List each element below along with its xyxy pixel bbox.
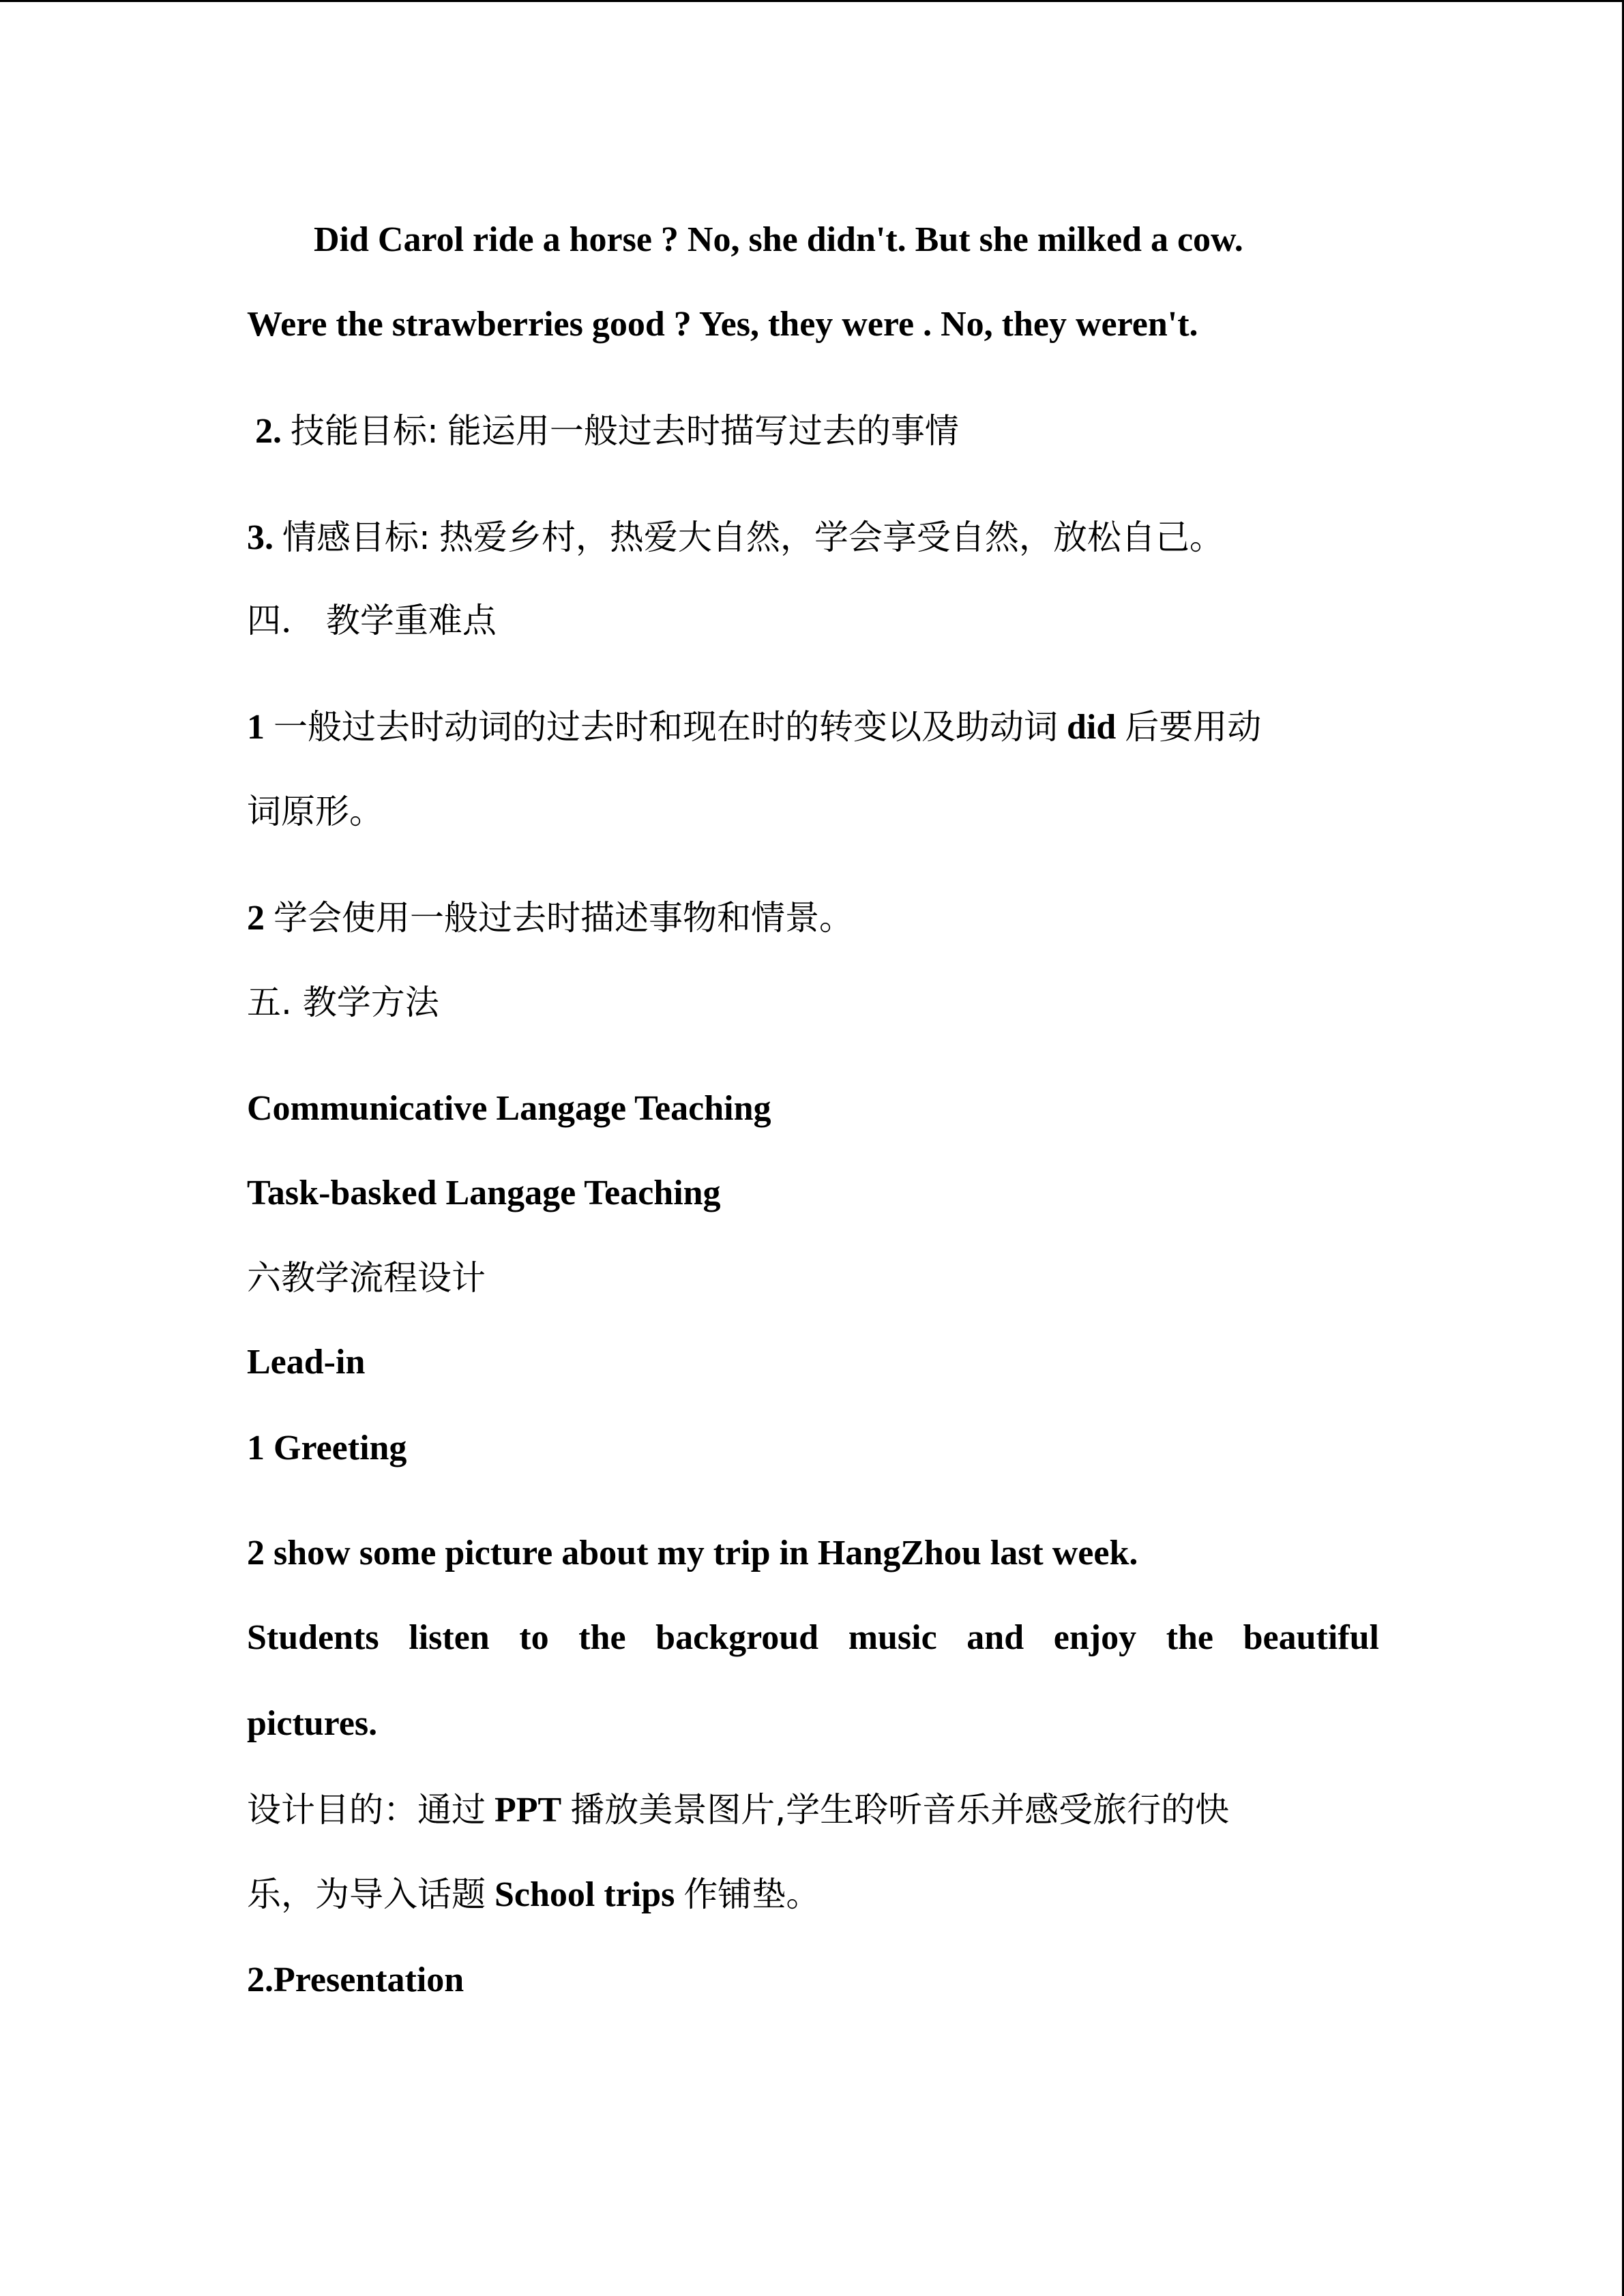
skill-objective-text: 能运用一般过去时描写过去的事情 (447, 411, 959, 451)
design-purpose-text-d: 作铺垫。 (683, 1875, 821, 1914)
emotion-objective-text: 热爱乡村，热爱大自然，学会享受自然，放松自己。 (439, 518, 1224, 557)
key-point-2 (247, 896, 853, 940)
section-heading-key-points: 四． 教学重难点 (247, 601, 497, 640)
students-listen-continued: pictures. (247, 1704, 378, 1743)
step-greeting: 1 Greeting (247, 1429, 407, 1467)
page-border-top (0, 0, 1624, 2)
example-sentence-2: Were the strawberries good ? Yes, they were . No, they weren't. (247, 305, 1198, 344)
design-purpose-text-c: 乐，为导入话题 (247, 1875, 486, 1914)
key-point-1-number: 1 (247, 708, 265, 747)
step-lead-in: Lead-in (247, 1343, 366, 1382)
skill-objective-number: 2. (255, 412, 282, 451)
step-show-pictures: 2 show some picture about my trip in HangZhou last week. (247, 1534, 1138, 1572)
key-point-1-did: did (1067, 708, 1117, 747)
key-point-1-continued: 词原形。 (247, 792, 383, 831)
design-purpose-ppt: PPT (494, 1791, 562, 1830)
emotion-objective-number: 3. (247, 518, 274, 557)
skill-objective (255, 409, 959, 453)
method-communicative: Communicative Langage Teaching (247, 1089, 771, 1128)
step-presentation: 2.Presentation (247, 1960, 464, 1999)
design-purpose-text-a: 设计目的：通过 (247, 1790, 486, 1830)
design-purpose (247, 1788, 1229, 1832)
design-purpose-topic: School trips (494, 1875, 675, 1914)
students-listen-line: Students listen to the backgroud music and enjoy the beautiful (247, 1618, 1379, 1657)
section-heading-methods: 五. 教学方法 (247, 983, 439, 1022)
key-point-2-text: 学会使用一般过去时描述事物和情景。 (274, 898, 853, 938)
design-purpose-continued (247, 1873, 820, 1917)
design-purpose-text-b: 播放美景图片,学生聆听音乐并感受旅行的快 (570, 1790, 1230, 1830)
key-point-1-text-b: 后要用动 (1125, 707, 1262, 747)
skill-objective-label: 技能目标: (291, 411, 439, 451)
emotion-objective-label: 情感目标: (282, 518, 430, 557)
key-point-1-text-a: 一般过去时动词的过去时和现在时的转变以及助动词 (274, 707, 1058, 747)
emotion-objective (247, 516, 1224, 560)
section-heading-process: 六教学流程设计 (247, 1258, 486, 1298)
key-point-1 (247, 705, 1261, 749)
method-task-based: Task-basked Langage Teaching (247, 1174, 721, 1212)
example-sentence-1: Did Carol ride a horse ? No, she didn't. But she milked a cow. (314, 220, 1243, 259)
key-point-2-number: 2 (247, 899, 265, 938)
